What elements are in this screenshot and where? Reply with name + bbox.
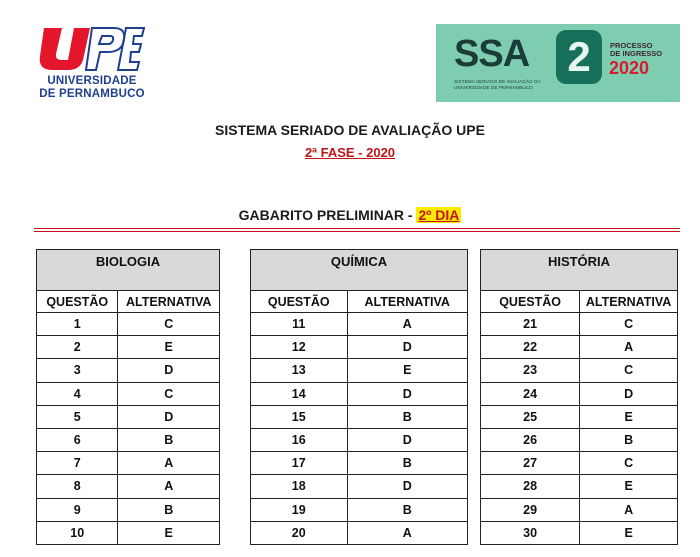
upe-logo-line1: UNIVERSIDADE: [47, 75, 137, 87]
answer-letter-cell: A: [347, 521, 468, 544]
answer-table-historia: [480, 249, 678, 545]
answer-key-heading: [0, 207, 700, 223]
answer-letter-cell: C: [580, 452, 678, 475]
table-row: [251, 428, 468, 451]
answer-letter-cell: E: [347, 359, 468, 382]
table-row: [481, 475, 678, 498]
question-number-cell: 27: [481, 452, 580, 475]
table-row: [37, 498, 220, 521]
question-number-cell: 25: [481, 405, 580, 428]
answer-letter-cell: D: [580, 382, 678, 405]
answer-letter-cell: E: [580, 521, 678, 544]
answer-letter-cell: A: [347, 313, 468, 336]
answer-table-biologia: [36, 249, 220, 545]
answer-letter-cell: B: [118, 428, 220, 451]
answer-letter-cell: D: [347, 475, 468, 498]
table-row: [481, 452, 678, 475]
ssa-year: 2020: [609, 58, 650, 78]
upe-logo: [34, 24, 150, 102]
answer-key-day: 2º DIA: [418, 207, 460, 223]
answer-letter-cell: C: [118, 313, 220, 336]
answer-letter-cell: B: [580, 428, 678, 451]
table-row: [481, 428, 678, 451]
table-row: [37, 521, 220, 544]
answer-letter-cell: D: [118, 359, 220, 382]
answer-letter-cell: E: [580, 405, 678, 428]
question-column-header: QUESTÃO: [251, 291, 348, 313]
table-row: [251, 336, 468, 359]
ssa2-banner: [436, 24, 680, 102]
divider-bottom: [34, 231, 680, 232]
answer-letter-cell: D: [347, 382, 468, 405]
table-row: [37, 313, 220, 336]
answer-column-header: ALTERNATIVA: [118, 291, 220, 313]
question-number-cell: 12: [251, 336, 348, 359]
question-number-cell: 2: [37, 336, 118, 359]
question-column-header: QUESTÃO: [481, 291, 580, 313]
table-row: [251, 452, 468, 475]
ssa-word: SSA: [454, 33, 530, 75]
question-number-cell: 7: [37, 452, 118, 475]
subject-header: QUÍMICA: [251, 250, 468, 291]
table-row: [481, 359, 678, 382]
upe-logo-mark: [38, 24, 146, 72]
table-row: [37, 336, 220, 359]
question-number-cell: 24: [481, 382, 580, 405]
table-row: [481, 382, 678, 405]
answer-letter-cell: D: [118, 405, 220, 428]
question-number-cell: 14: [251, 382, 348, 405]
divider-top: [34, 228, 680, 229]
question-number-cell: 1: [37, 313, 118, 336]
table-row: [481, 405, 678, 428]
question-number-cell: 8: [37, 475, 118, 498]
table-row: [251, 498, 468, 521]
answer-letter-cell: A: [580, 498, 678, 521]
answer-letter-cell: A: [118, 452, 220, 475]
question-number-cell: 4: [37, 382, 118, 405]
ssa-process-line1: PROCESSO: [610, 41, 653, 50]
ssa-process-line2: DE INGRESSO: [610, 49, 663, 58]
table-row: [251, 382, 468, 405]
question-number-cell: 18: [251, 475, 348, 498]
phase-text: 2ª FASE - 2020: [304, 145, 396, 160]
answer-table-quimica: [250, 249, 468, 545]
question-number-cell: 11: [251, 313, 348, 336]
answer-letter-cell: E: [118, 336, 220, 359]
answer-letter-cell: E: [118, 521, 220, 544]
subject-header: HISTÓRIA: [481, 250, 678, 291]
question-number-cell: 26: [481, 428, 580, 451]
answer-letter-cell: A: [118, 475, 220, 498]
answer-key-label: GABARITO PRELIMINAR -: [238, 207, 417, 223]
table-row: [251, 405, 468, 428]
table-row: [481, 336, 678, 359]
question-number-cell: 21: [481, 313, 580, 336]
table-row: [37, 452, 220, 475]
answer-letter-cell: B: [347, 405, 468, 428]
question-number-cell: 13: [251, 359, 348, 382]
question-number-cell: 20: [251, 521, 348, 544]
table-row: [251, 359, 468, 382]
ssa-number-badge: 2: [556, 30, 602, 84]
answer-letter-cell: A: [580, 336, 678, 359]
table-row: [37, 405, 220, 428]
answer-letter-cell: D: [347, 336, 468, 359]
question-number-cell: 10: [37, 521, 118, 544]
question-number-cell: 30: [481, 521, 580, 544]
table-row: [37, 428, 220, 451]
page-title: SISTEMA SERIADO DE AVALIAÇÃO UPE: [215, 122, 485, 138]
phase-title: [0, 145, 700, 160]
table-row: [37, 382, 220, 405]
ssa-process-label: [610, 42, 676, 58]
table-row: [481, 521, 678, 544]
question-number-cell: 28: [481, 475, 580, 498]
question-number-cell: 3: [37, 359, 118, 382]
question-number-cell: 19: [251, 498, 348, 521]
table-row: [251, 313, 468, 336]
question-number-cell: 9: [37, 498, 118, 521]
answer-letter-cell: E: [580, 475, 678, 498]
question-number-cell: 6: [37, 428, 118, 451]
answer-letter-cell: C: [580, 359, 678, 382]
question-number-cell: 5: [37, 405, 118, 428]
answer-letter-cell: B: [118, 498, 220, 521]
question-number-cell: 29: [481, 498, 580, 521]
answer-letter-cell: B: [347, 452, 468, 475]
answer-letter-cell: C: [118, 382, 220, 405]
answer-column-header: ALTERNATIVA: [347, 291, 468, 313]
question-number-cell: 15: [251, 405, 348, 428]
answer-letter-cell: D: [347, 428, 468, 451]
question-number-cell: 22: [481, 336, 580, 359]
question-number-cell: 16: [251, 428, 348, 451]
question-number-cell: 17: [251, 452, 348, 475]
table-row: [37, 359, 220, 382]
subject-header: BIOLOGIA: [37, 250, 220, 291]
answer-letter-cell: C: [580, 313, 678, 336]
question-column-header: QUESTÃO: [37, 291, 118, 313]
table-row: [481, 313, 678, 336]
table-row: [251, 475, 468, 498]
answer-column-header: ALTERNATIVA: [580, 291, 678, 313]
answer-letter-cell: B: [347, 498, 468, 521]
upe-logo-line2: DE PERNAMBUCO: [39, 88, 145, 100]
table-row: [37, 475, 220, 498]
table-row: [251, 521, 468, 544]
table-row: [481, 498, 678, 521]
ssa-subtitle: SISTEMA SERIADO DE AVALIAÇÃO DA UNIVERSIDADE DE PERNAMBUCO: [454, 79, 541, 90]
question-number-cell: 23: [481, 359, 580, 382]
